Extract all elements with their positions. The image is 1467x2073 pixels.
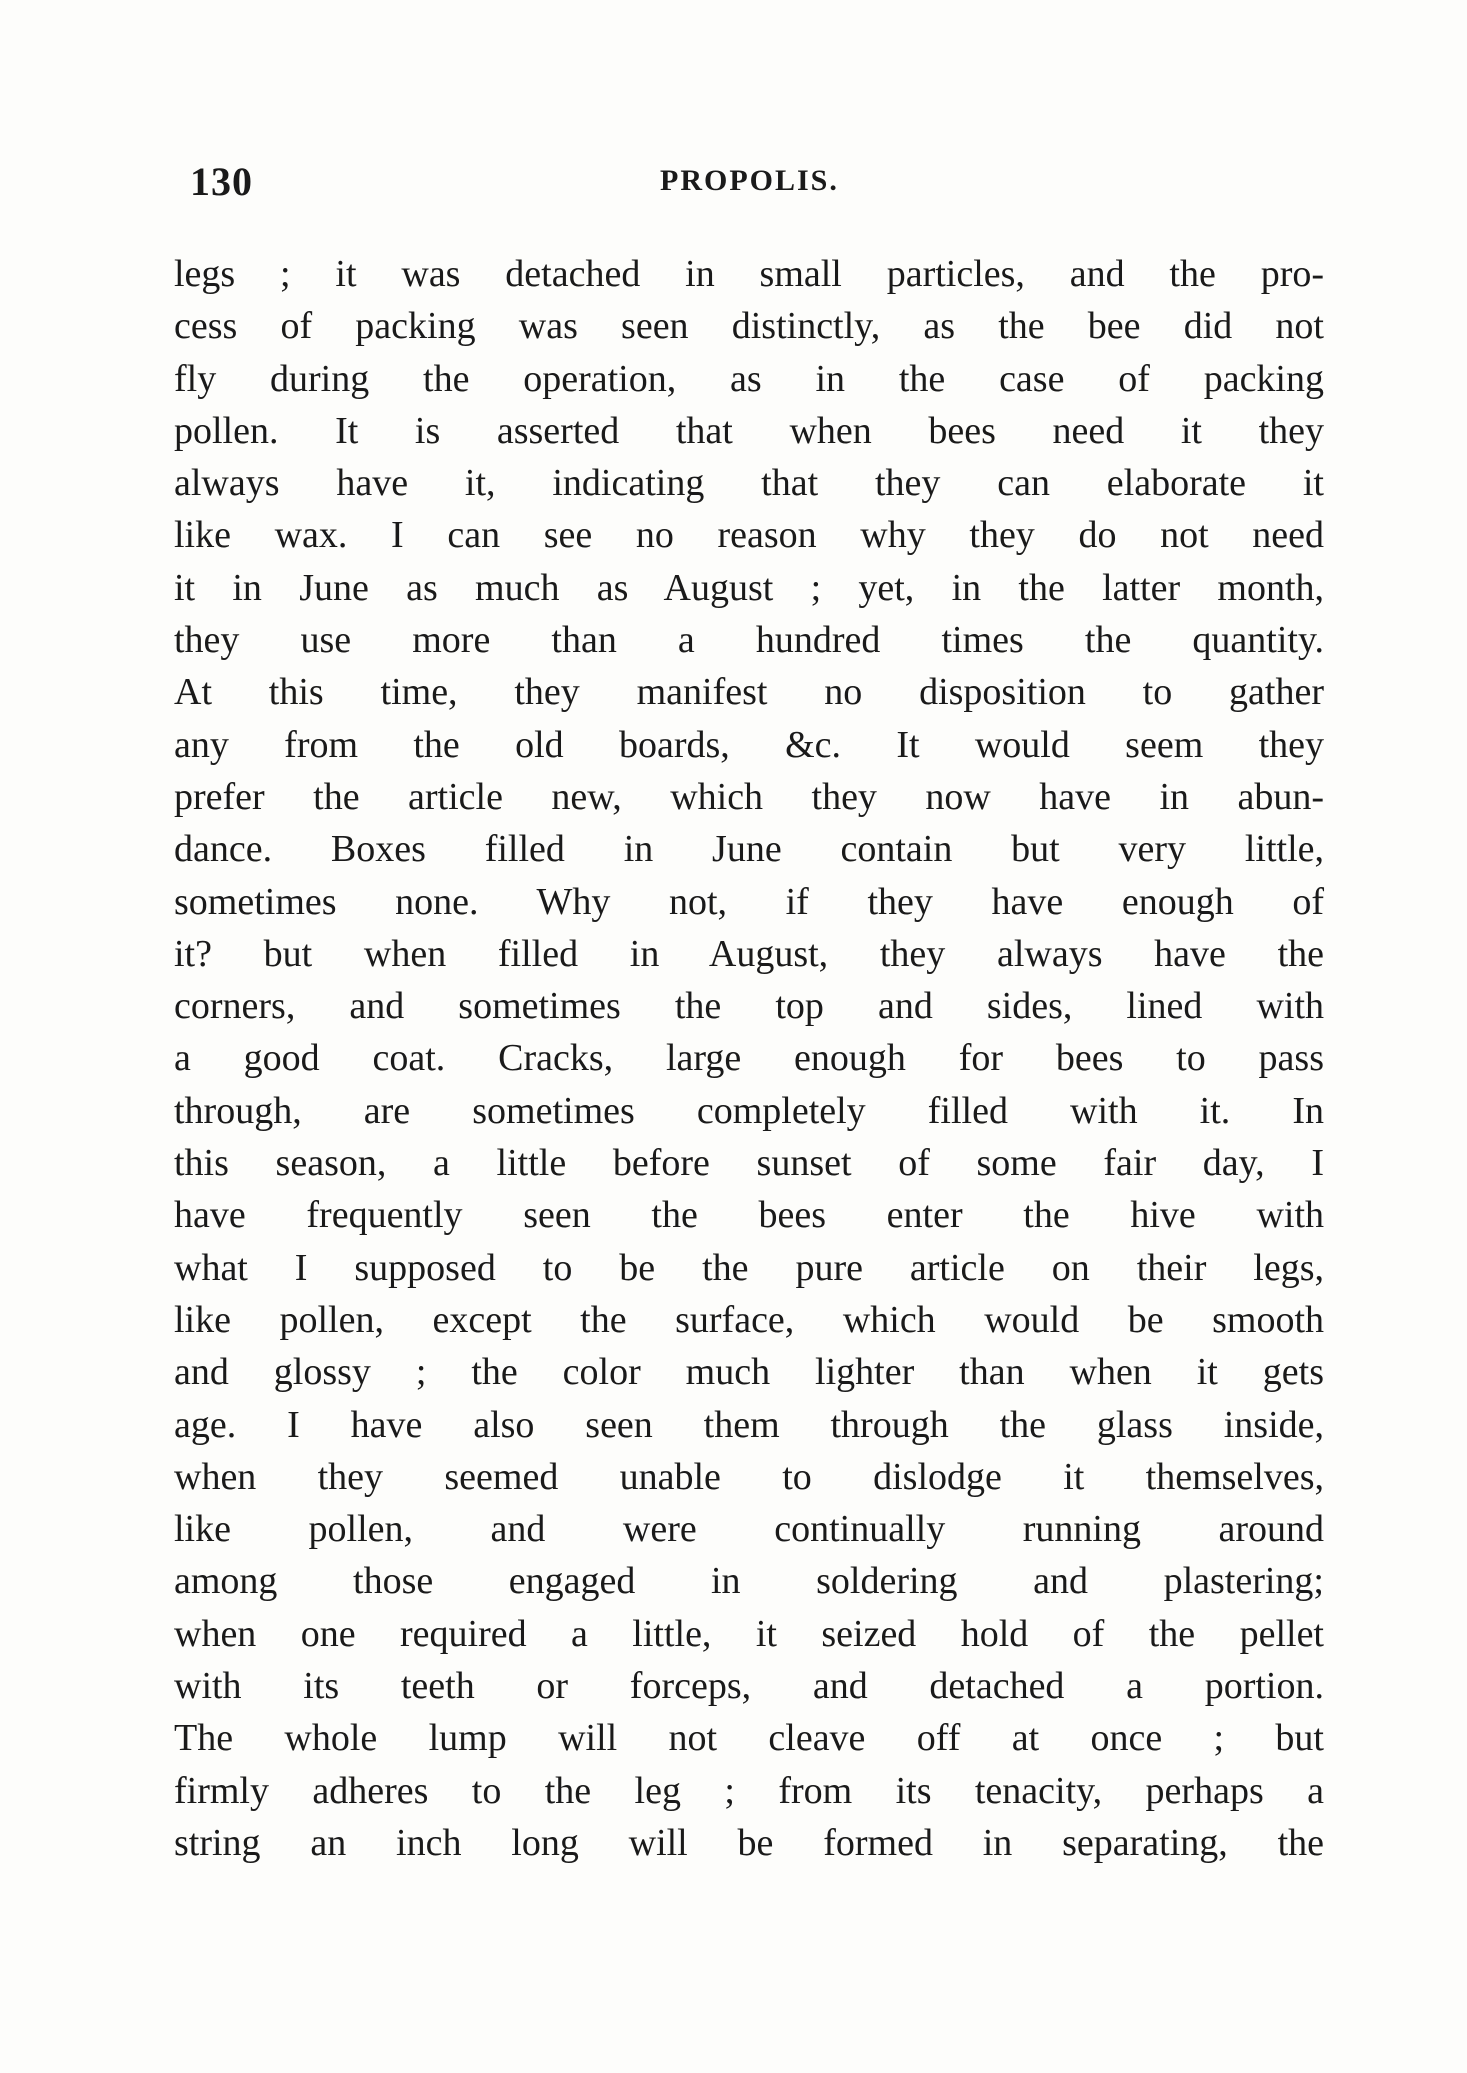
text-line: when they seemed unable to dislodge it themselves, <box>174 1455 1324 1498</box>
text-line: what I supposed to be the pure article on their legs, <box>174 1246 1324 1289</box>
text-line: prefer the article new, which they now have in abun- <box>174 775 1324 818</box>
text-line: corners, and sometimes the top and sides, lined with <box>174 985 1324 1028</box>
text-line: pollen. It is asserted that when bees need it they <box>174 409 1324 452</box>
text-line: The whole lump will not cleave off at once ; but <box>174 1717 1324 1760</box>
text-line: fly during the operation, as in the case of packing <box>174 357 1324 400</box>
text-line: like pollen, except the surface, which would be smooth <box>174 1298 1324 1341</box>
text-line: it? but when filled in August, they always have the <box>174 932 1324 975</box>
page-number: 130 <box>190 159 253 204</box>
text-line: it in June as much as August ; yet, in the latter month, <box>174 566 1324 609</box>
text-line: have frequently seen the bees enter the hive with <box>174 1194 1324 1237</box>
text-line: like wax. I can see no reason why they do not need <box>174 514 1324 557</box>
text-line: age. I have also seen them through the glass inside, <box>174 1403 1324 1446</box>
text-line: a good coat. Cracks, large enough for bees to pass <box>174 1037 1324 1080</box>
text-line: firmly adheres to the leg ; from its tenacity, perhaps a <box>174 1769 1324 1812</box>
page-header <box>190 158 1310 218</box>
text-line: they use more than a hundred times the quantity. <box>174 619 1324 662</box>
text-line: sometimes none. Why not, if they have enough of <box>174 880 1324 923</box>
text-line: string an inch long will be formed in separating, the <box>174 1821 1324 1864</box>
body-text <box>174 248 1324 1869</box>
text-line: legs ; it was detached in small particles, and the pro- <box>174 253 1324 295</box>
text-line: always have it, indicating that they can elaborate it <box>174 462 1324 505</box>
text-line: like pollen, and were continually running around <box>174 1508 1324 1551</box>
text-line: At this time, they manifest no disposition to gather <box>174 671 1324 714</box>
text-line: with its teeth or forceps, and detached a portion. <box>174 1665 1324 1708</box>
text-line: among those engaged in soldering and plastering; <box>174 1560 1324 1603</box>
text-line: this season, a little before sunset of some fair day, I <box>174 1142 1324 1185</box>
text-line: and glossy ; the color much lighter than when it gets <box>174 1351 1324 1394</box>
text-line: when one required a little, it seized hold of the pellet <box>174 1612 1324 1655</box>
text-line: any from the old boards, &c. It would seem they <box>174 723 1324 766</box>
text-line: through, are sometimes completely filled with it. In <box>174 1089 1324 1132</box>
text-line: dance. Boxes filled in June contain but very little, <box>174 828 1324 871</box>
running-head: PROPOLIS. <box>660 164 839 197</box>
text-line: cess of packing was seen distinctly, as the bee did not <box>174 305 1324 348</box>
